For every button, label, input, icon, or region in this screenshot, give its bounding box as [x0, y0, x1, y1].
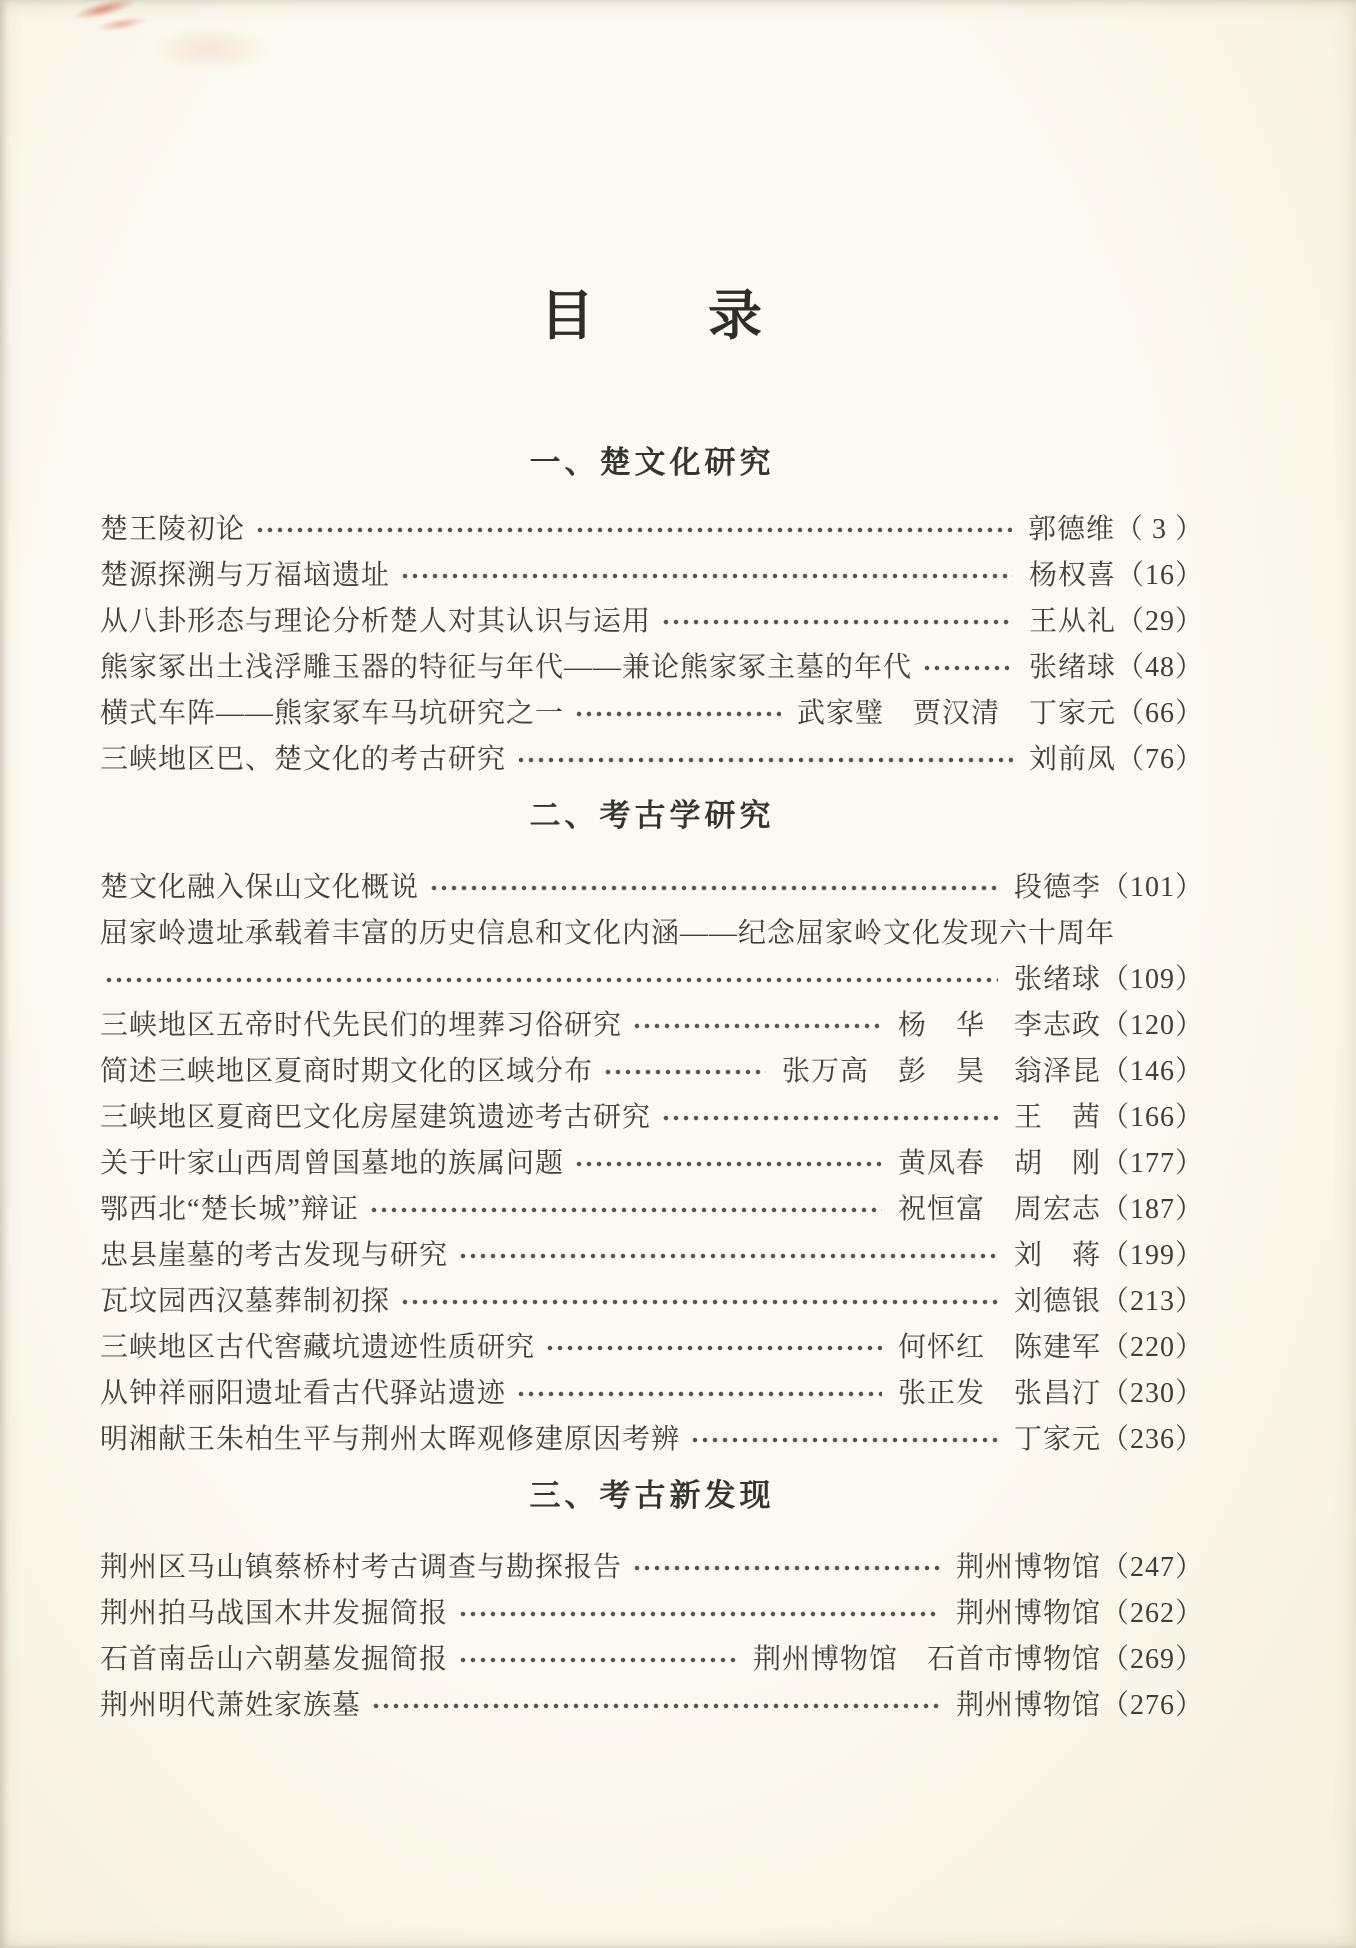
- dotted-leader: [543, 1343, 882, 1353]
- toc-entry-continuation: [100, 954, 1204, 1000]
- entry-title: 三峡地区巴、楚文化的考古研究: [100, 744, 507, 776]
- dotted-leader: [572, 709, 781, 719]
- toc-entry: [100, 1046, 1204, 1092]
- entry-title: 横式车阵——熊家冢车马坑研究之一: [100, 698, 565, 730]
- dotted-leader: [456, 1655, 737, 1665]
- entry-authors: 杨权喜: [1028, 560, 1116, 592]
- dotted-leader: [572, 1159, 882, 1169]
- entry-authors: 张万高 彭 昊 翁泽昆: [781, 1055, 1101, 1087]
- entry-authors: 何怀红 陈建军: [897, 1331, 1101, 1363]
- entry-title: 荆州拍马战国木井发掘简报: [100, 1597, 449, 1629]
- entry-title: 楚文化融入保山文化概说: [100, 871, 420, 903]
- entry-page: （ 3 ）: [1114, 514, 1204, 546]
- entry-page: （230）: [1100, 1377, 1204, 1409]
- entry-page: （262）: [1100, 1597, 1204, 1629]
- entry-title: 楚王陵初论: [100, 514, 246, 546]
- dotted-leader: [253, 525, 1012, 535]
- dotted-leader: [514, 1389, 882, 1399]
- entry-title: 石首南岳山六朝墓发掘简报: [100, 1643, 449, 1675]
- entry-title: 三峡地区五帝时代先民们的埋葬习俗研究: [100, 1009, 623, 1041]
- entry-authors: 王 茜: [1013, 1101, 1101, 1133]
- entry-page: （101）: [1100, 871, 1204, 903]
- entry-page: （16）: [1115, 560, 1204, 592]
- entry-page: （146）: [1100, 1055, 1204, 1087]
- entry-title: 楚源探溯与万福垴遗址: [100, 560, 391, 592]
- entry-page: （76）: [1115, 744, 1204, 776]
- entry-authors: 刘 蒋: [1013, 1239, 1101, 1271]
- entry-page: （187）: [1100, 1193, 1204, 1225]
- dotted-leader: [630, 1021, 882, 1031]
- toc-entry: [100, 1414, 1204, 1460]
- entry-authors: 杨 华 李志政: [897, 1009, 1101, 1041]
- entry-title: 简述三峡地区夏商时期文化的区域分布: [100, 1055, 594, 1087]
- dotted-leader: [398, 571, 1013, 581]
- page-title: 目 录: [540, 286, 764, 346]
- entry-title: 荆州区马山镇蔡桥村考古调查与勘探报告: [100, 1551, 623, 1583]
- entry-authors: 张绪球: [1013, 963, 1101, 995]
- dotted-leader: [601, 1067, 766, 1077]
- toc-entry: [100, 1092, 1204, 1138]
- section-heading: 三、考古新发现: [529, 1477, 775, 1513]
- entry-authors: 祝恒富 周宏志: [897, 1193, 1101, 1225]
- entry-title: 忠县崖墓的考古发现与研究: [100, 1239, 449, 1271]
- entry-authors: 荆州博物馆: [955, 1597, 1101, 1629]
- entry-title: 屈家岭遗址承载着丰富的历史信息和文化内涵——纪念屈家岭文化发现六十周年: [100, 917, 1116, 949]
- entry-authors: 刘前凤: [1028, 744, 1116, 776]
- dotted-leader: [659, 617, 1013, 627]
- toc-entry: [100, 1322, 1204, 1368]
- dotted-leader: [456, 1251, 998, 1261]
- entry-authors: 荆州博物馆: [955, 1551, 1101, 1583]
- dotted-leader: [456, 1609, 940, 1619]
- entry-title: 三峡地区古代窖藏坑遗迹性质研究: [100, 1331, 536, 1363]
- entry-page: （247）: [1100, 1551, 1204, 1583]
- entry-page: （236）: [1100, 1423, 1204, 1455]
- entry-page: （199）: [1100, 1239, 1204, 1271]
- entry-title: 从钟祥丽阳遗址看古代驿站遗迹: [100, 1377, 507, 1409]
- entry-page: （29）: [1115, 606, 1204, 638]
- entry-title: 鄂西北“楚长城”辩证: [100, 1193, 359, 1225]
- entry-authors: 荆州博物馆: [955, 1689, 1101, 1721]
- entry-authors: 武家璧 贾汉清 丁家元: [796, 698, 1116, 730]
- toc-entry: [100, 1000, 1204, 1046]
- entry-authors: 段德李: [1013, 871, 1101, 903]
- toc-entry: [100, 1680, 1204, 1726]
- section-heading: 一、楚文化研究: [529, 444, 775, 480]
- entry-page: （120）: [1100, 1009, 1204, 1041]
- toc-entry: [100, 1138, 1204, 1184]
- toc-entry: [100, 596, 1204, 642]
- entry-page: （48）: [1115, 652, 1204, 684]
- entry-page: （269）: [1100, 1643, 1204, 1675]
- toc-entry: [100, 908, 1204, 954]
- dotted-leader: [659, 1113, 998, 1123]
- toc-entry: [100, 688, 1204, 734]
- entry-authors: 荆州博物馆 石首市博物馆: [752, 1643, 1101, 1675]
- entry-title: 明湘献王朱柏生平与荆州太晖观修建原因考辨: [100, 1423, 681, 1455]
- entry-page: （177）: [1100, 1147, 1204, 1179]
- entry-authors: 丁家元: [1013, 1423, 1101, 1455]
- entry-authors: 黄凤春 胡 刚: [897, 1147, 1101, 1179]
- toc-entry: [100, 550, 1204, 596]
- toc-entry: [100, 734, 1204, 780]
- entry-title: 荆州明代萧姓家族墓: [100, 1689, 362, 1721]
- entry-page: （213）: [1100, 1285, 1204, 1317]
- entry-title: 关于叶家山西周曾国墓地的族属问题: [100, 1147, 565, 1179]
- entry-authors: 郭德维: [1027, 514, 1115, 546]
- toc-entry: [100, 862, 1204, 908]
- entry-authors: 张绪球: [1028, 652, 1116, 684]
- entry-authors: 刘德银: [1013, 1285, 1101, 1317]
- toc-content: [100, 0, 1204, 1726]
- entry-title: 从八卦形态与理论分析楚人对其认识与运用: [100, 606, 652, 638]
- toc-entry: [100, 1276, 1204, 1322]
- entry-page: （109）: [1100, 963, 1204, 995]
- dotted-leader: [688, 1435, 998, 1445]
- toc-entry: [100, 1634, 1204, 1680]
- entry-authors: 张正发 张昌汀: [897, 1377, 1101, 1409]
- entry-title: 熊家冢出土浅浮雕玉器的特征与年代——兼论熊家冢主墓的年代: [100, 652, 913, 684]
- entry-page: （220）: [1100, 1331, 1204, 1363]
- dotted-leader: [398, 1297, 998, 1307]
- entry-page: （276）: [1100, 1689, 1204, 1721]
- entry-title: 三峡地区夏商巴文化房屋建筑遗迹考古研究: [100, 1101, 652, 1133]
- entry-list: [100, 504, 1204, 780]
- dotted-leader: [630, 1563, 940, 1573]
- entry-title: 瓦坟园西汉墓葬制初探: [100, 1285, 391, 1317]
- section-heading: 二、考古学研究: [529, 798, 775, 834]
- toc-sections: [100, 445, 1204, 1726]
- toc-entry: [100, 1230, 1204, 1276]
- entry-list: [100, 1542, 1204, 1726]
- toc-entry: [100, 504, 1204, 550]
- dotted-leader: [514, 755, 1013, 765]
- entry-authors: 王从礼: [1028, 606, 1116, 638]
- dotted-leader: [367, 1205, 882, 1215]
- toc-entry: [100, 1588, 1204, 1634]
- dotted-leader: [920, 663, 1013, 673]
- entry-page: （66）: [1115, 698, 1204, 730]
- dotted-leader: [369, 1701, 940, 1711]
- toc-entry: [100, 642, 1204, 688]
- dotted-leader: [427, 883, 998, 893]
- entry-list: [100, 862, 1204, 1460]
- toc-entry: [100, 1184, 1204, 1230]
- entry-page: （166）: [1100, 1101, 1204, 1133]
- toc-entry: [100, 1368, 1204, 1414]
- toc-entry: [100, 1542, 1204, 1588]
- dotted-leader: [102, 975, 998, 985]
